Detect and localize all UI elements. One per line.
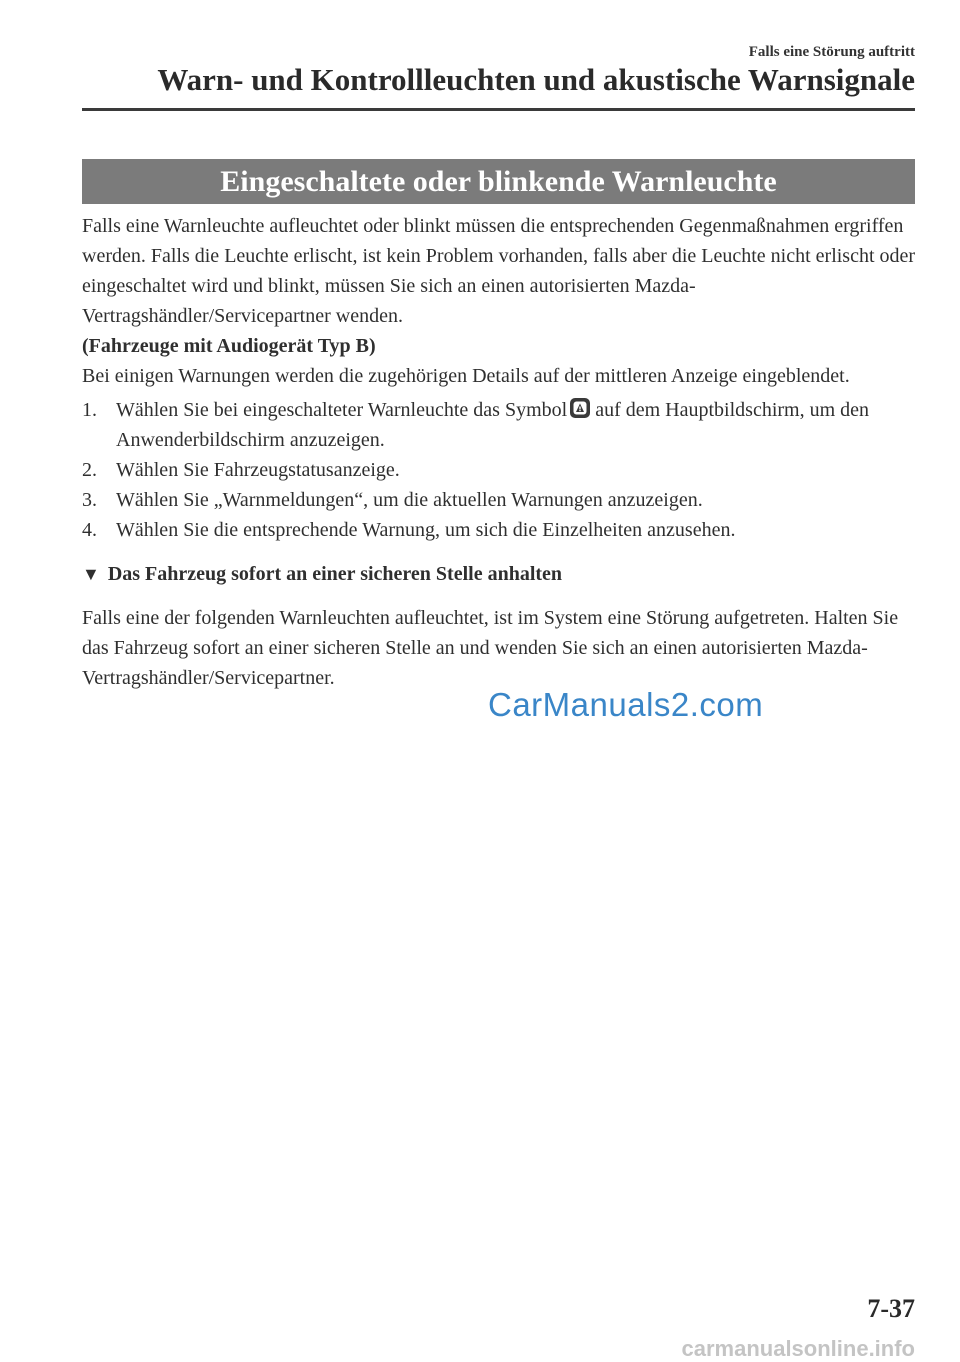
step-text: Wählen Sie die entsprechende Warnung, um sich die Einzelheiten anzusehen. [116,519,736,541]
step-number: 3. [82,489,97,511]
vehicle-status-icon [569,397,591,419]
vehicle-note: (Fahrzeuge mit Audiogerät Typ B) [82,335,376,357]
main-content [82,211,920,693]
list-item [82,395,920,455]
intro-paragraph: Falls eine Warnleuchte aufleuchtet oder blinkt müssen die entsprechenden Gegenmaßnahmen ergriffen werden. Falls die Leuchte erlischt, ist kein Problem vorhanden, falls aber die Leuchte nicht erlischt oder eingeschaltet wird und blinkt, müssen Sie sich an einen autorisierten Mazda-Vertragshändler/Servicepartner wenden. [82,215,916,327]
subsection-paragraph: Falls eine der folgenden Warnleuchten aufleuchtet, ist im System eine Störung aufgetreten. Halten Sie das Fahrzeug sofort an einer sicheren Stelle an und wenden Sie sich an einen autorisierten Mazda-Vertragshändler/Servicepartner. [82,607,899,689]
footer-watermark: carmanualsonline.info [681,1336,915,1361]
step-text: Wählen Sie „Warnmeldungen“, um die aktuellen Warnungen anzuzeigen. [116,489,703,511]
steps-list [82,395,920,545]
page-number: 7-37 [867,1294,915,1323]
subsection-title: Das Fahrzeug sofort an einer sicheren Stelle anhalten [107,563,563,585]
subsection-heading [82,559,920,589]
header-divider [82,108,915,111]
list-item [82,515,920,545]
topic-banner [82,159,915,204]
details-paragraph: Bei einigen Warnungen werden die zugehörigen Details auf der mittleren Anzeige eingeblendet. [82,365,850,387]
banner-title: Eingeschaltete oder blinkende Warnleuchte [220,164,777,198]
step-number: 1. [82,399,97,421]
site-watermark: CarManuals2.com [488,686,764,723]
section-title: Warn- und Kontrollleuchten und akustische Warnsignale [157,62,915,97]
list-item [82,485,920,515]
triangle-down-icon: ▼ [82,564,100,584]
step-text: Wählen Sie Fahrzeugstatusanzeige. [116,459,400,481]
step-text [116,395,920,455]
list-item [82,455,920,485]
step-text-after: auf dem Hauptbildschirm, um den Anwenderbildschirm anzuzeigen. [116,399,870,451]
step-number: 2. [82,459,97,481]
chapter-label: Falls eine Störung auftritt [748,44,915,60]
step-number: 4. [82,519,97,541]
step-text-before: Wählen Sie bei eingeschalteter Warnleuchte das Symbol [116,399,568,421]
